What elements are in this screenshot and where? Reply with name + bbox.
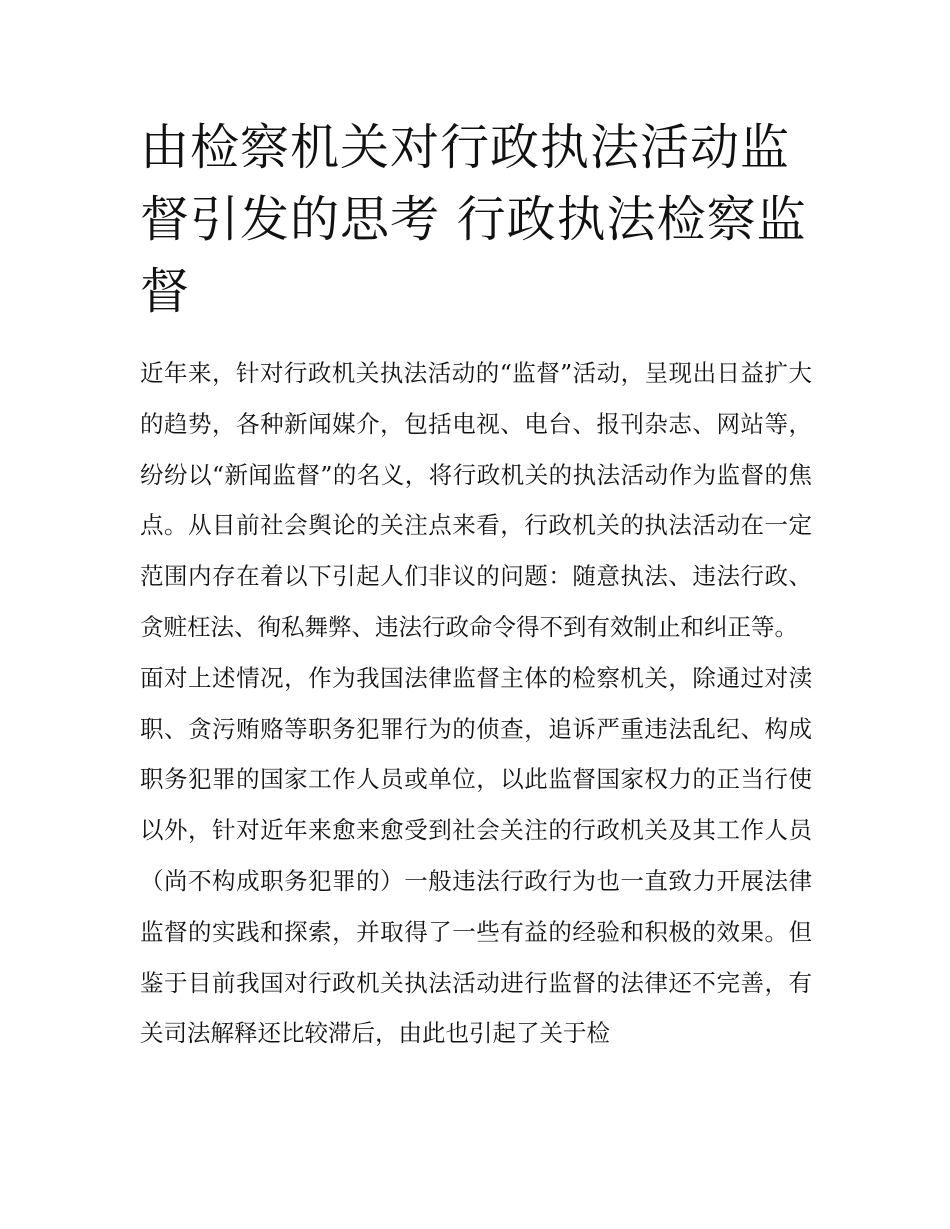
paragraph-1: 近年来，针对行政机关执法活动的“监督”活动，呈现出日益扩大的趋势，各种新闻媒介，包括电视、电台、报刊杂志、网站等，纷纷以“新闻监督”的名义，将行政机关的执法活动作为监督的焦点。从目前社会舆论的关注点来看，行政机关的执法活动在一定范围内存在着以下引起人们非议的问题：随意执法、违法行政、贪赃枉法、徇私舞弊、违法行政命令得不到有效制止和纠正等。 xyxy=(140,359,812,641)
document-title: 由检察机关对行政执法活动监督引发的思考 行政执法检察监督 xyxy=(140,119,807,320)
document-body xyxy=(140,348,812,1059)
document-page xyxy=(140,112,812,1059)
paragraph-2: 面对上述情况，作为我国法律监督主体的检察机关，除通过对渎职、贪污贿赂等职务犯罪行为的侦查，追诉严重违法乱纪、构成职务犯罪的国家工作人员或单位，以此监督国家权力的正当行使以外，针对近年来愈来愈受到社会关注的行政机关及其工作人员（尚不构成职务犯罪的）一般违法行政行为也一直致力开展法律监督的实践和探索，并取得了一些有益的经验和积极的效果。但鉴于目前我国对行政机关执法活动进行监督的法律还不完善，有关司法解释还比较滞后，由此也引起了关于检 xyxy=(140,663,812,1048)
